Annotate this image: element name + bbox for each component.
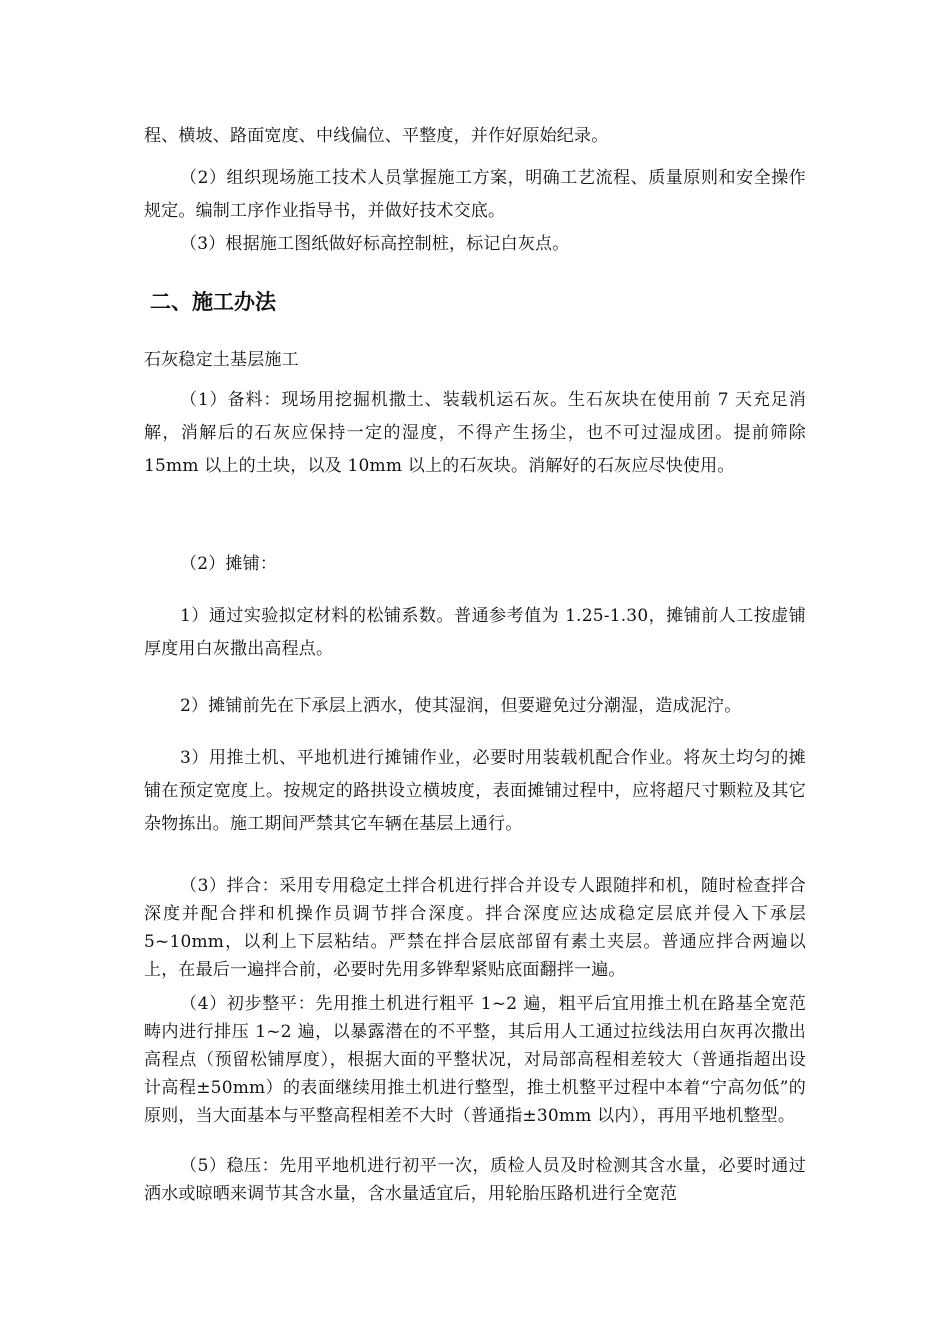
paragraph-prep-3: （3）根据施工图纸做好标高控制桩，标记白灰点。: [180, 234, 570, 254]
paragraph-spreading-1: 1）通过实验拟定材料的松铺系数。普通参考值为 1.25-1.30，摊铺前人工按虚铺厚度用白灰撒出高程点。: [144, 606, 806, 659]
paragraph-prep-2: （2）组织现场施工技术人员掌握施工方案，明确工艺流程、质量原则和安全操作规定。编制工序作业指导书，并做好技术交底。: [144, 168, 806, 221]
paragraph-compaction: （5）稳压：先用平地机进行初平一次，质检人员及时检测其含水量，必要时通过洒水或晾晒来调节其含水量，含水量适宜后，用轮胎压路机进行全宽范: [144, 1156, 806, 1204]
paragraph-leveling: （4）初步整平：先用推土机进行粗平 1~2 遍，粗平后宜用推土机在路基全宽范畴内进行排压 1~2 遍，以暴露潜在的不平整，其后用人工通过拉线法用白灰再次撒出高程点（预留松铺厚度），根据大面的平整状况，对局部高程相差较大（普通指超出设计高程±50mm）的表面继续用推土机进行整型，推土机整平过程中本着“宁高勿低”的原则，当大面基本与平整高程相差不大时（普通指±30mm 以内），再用平地机整型。: [144, 994, 806, 1126]
paragraph-mixing: （3）拌合：采用专用稳定土拌合机进行拌合并设专人跟随拌和机，随时检查拌合深度并配合拌和机操作员调节拌合深度。拌合深度应达成稳定层底并侵入下承层 5~10mm，以利上下层粘结。严禁在拌合层底部留有素土夹层。普通应拌合两遍以上，在最后一遍拌合前，必要时先用多铧犁紧贴底面翻拌一遍。: [144, 876, 806, 980]
paragraph-spreading-2: 2）摊铺前先在下承层上洒水，使其湿润，但要避免过分潮湿，造成泥泞。: [180, 696, 742, 716]
paragraph-spreading-title: （2）摊铺：: [180, 554, 278, 574]
paragraph-material: （1）备料：现场用挖掘机撒土、装载机运石灰。生石灰块在使用前 7 天充足消解，消解后的石灰应保持一定的湿度，不得产生扬尘，也不可过湿成团。提前筛除 15mm 以上的土块，以及 10mm 以上的石灰块。消解好的石灰应尽快使用。: [144, 390, 806, 476]
subsection-title: 石灰稳定土基层施工: [144, 350, 299, 370]
paragraph-spreading-3: 3）用推土机、平地机进行摊铺作业，必要时用装载机配合作业。将灰土均匀的摊铺在预定宽度上。按规定的路拱设立横坡度，表面摊铺过程中，应将超尺寸颗粒及其它杂物拣出。施工期间严禁其它车辆在基层上通行。: [144, 748, 806, 834]
paragraph-continuation: 程、横坡、路面宽度、中线偏位、平整度，并作好原始纪录。: [144, 126, 609, 146]
section-heading: 二、施工办法: [150, 289, 276, 314]
